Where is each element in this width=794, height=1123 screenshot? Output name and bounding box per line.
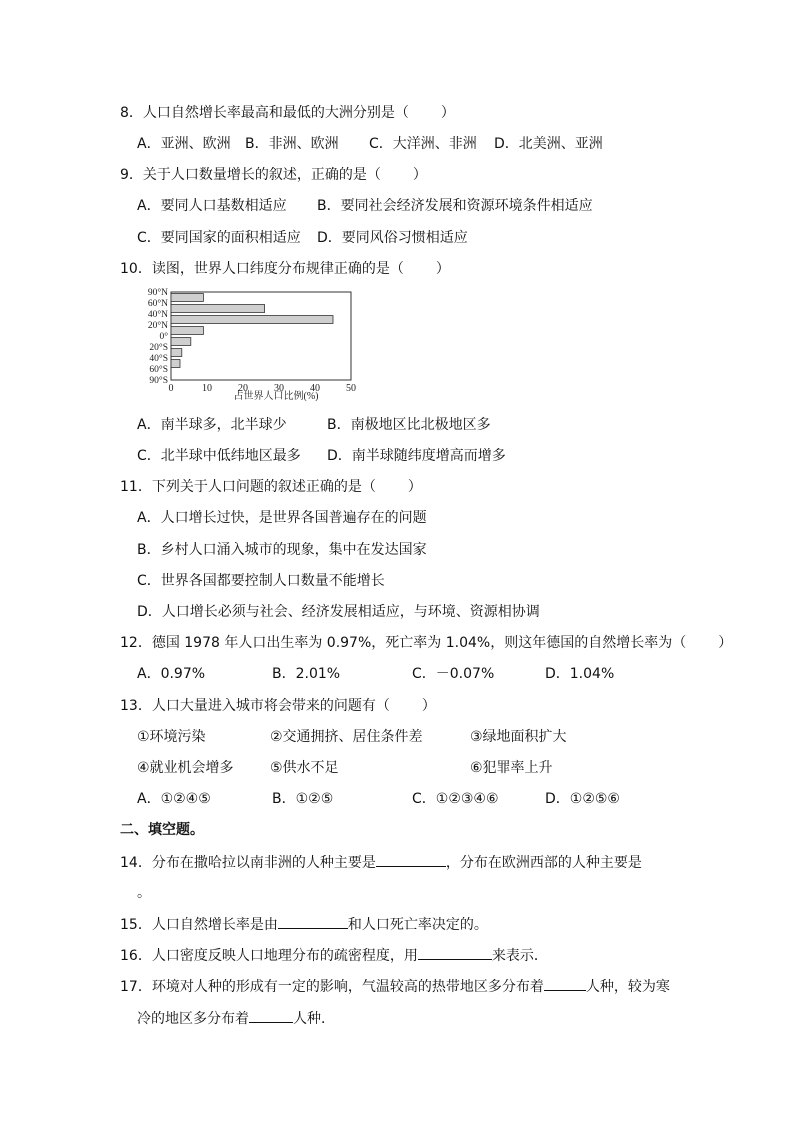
question-8-options [137, 134, 603, 154]
bar [171, 349, 182, 357]
option-d: D．北美洲、亚洲 [494, 136, 603, 152]
question-11-option-c: C．世界各国都要控制人口数量不能增长 [137, 573, 385, 589]
answer-blank[interactable] [278, 914, 348, 929]
answer-blank[interactable] [418, 945, 492, 960]
option-c: C．－0.07% [412, 666, 495, 682]
question-17-cont: 冷的地区多分布着 人种． [137, 1008, 335, 1029]
question-12-stem: 12．德国 1978 年人口出生率为 0.97%，死亡率为 1.04%，则这年德国的自然增长率为（ [120, 635, 687, 651]
option-b: B．要同社会经济发展和资源环境条件相适应 [317, 198, 593, 214]
option-c: C．北半球中低纬地区最多 [137, 448, 301, 464]
question-14: 14．分布在撒哈拉以南非洲的人种主要是 ，分布在欧洲西部的人种主要是 [120, 852, 642, 873]
question-13-items-row2 [137, 758, 553, 778]
option-b: B．①②⑤ [272, 791, 334, 807]
question-16: 16．人口密度反映人口地理分布的疏密程度，用 来表示． [120, 945, 548, 966]
item-4: ④就业机会增多 [137, 760, 234, 776]
lat-label: 90°N [147, 288, 168, 298]
lat-label: 40°N [147, 310, 168, 320]
option-b: B．非洲、欧洲 [245, 136, 339, 152]
option-c: C．大洋洲、非洲 [369, 136, 477, 152]
question-9-options-row1 [137, 196, 593, 216]
section-title: 二、填空题。 [120, 822, 204, 838]
option-d: D．①②⑤⑥ [545, 791, 620, 807]
option-a: A．0.97% [137, 666, 206, 682]
question-10-stem: 10．读图，世界人口纬度分布规律正确的是（ [120, 261, 404, 277]
question-9-options-row2 [137, 228, 468, 248]
question-8-stem: 8．人口自然增长率最高和最低的大洲分别是（ [120, 105, 409, 121]
option-a: A．要同人口基数相适应 [137, 198, 287, 214]
bar [171, 360, 180, 368]
bar [171, 316, 333, 324]
x-tick-label: 50 [346, 383, 356, 394]
lat-label: 20°N [147, 321, 168, 331]
bar [171, 305, 265, 313]
question-9: 9．关于人口数量增长的叙述，正确的是（ ） [120, 167, 427, 183]
question-11-option-d: D．人口增长必须与社会、经济发展相适应，与环境、资源相协调 [137, 604, 540, 620]
item-1: ①环境污染 [137, 729, 206, 745]
option-c: C．要同国家的面积相适应 [137, 230, 301, 246]
question-14-end: 。 [137, 885, 151, 901]
question-11-stem: 11．下列关于人口问题的叙述正确的是（ [120, 479, 376, 495]
bar [171, 294, 203, 302]
question-11-option-a: A．人口增长过快，是世界各国普遍存在的问题 [137, 510, 427, 526]
option-b: B．2.01% [272, 666, 341, 682]
question-8: 8．人口自然增长率最高和最低的大洲分别是（ ） [120, 105, 455, 121]
lat-label: 60°S [149, 365, 168, 375]
latitude-population-chart [138, 283, 378, 403]
question-17: 17．环境对人种的形成有一定的影响，气温较高的热带地区多分布着 人种，较为寒 [120, 976, 670, 997]
option-a: A．①②④⑤ [137, 791, 211, 807]
x-axis-label: 占世界人口比例(%) [233, 391, 319, 402]
item-2: ②交通拥挤、居住条件差 [270, 729, 423, 745]
question-10: 10．读图，世界人口纬度分布规律正确的是（ ） [120, 261, 450, 277]
x-tick-label: 40 [310, 383, 320, 394]
item-5: ⑤供水不足 [270, 760, 339, 776]
answer-blank[interactable] [544, 976, 586, 991]
option-a: A．南半球多，北半球少 [137, 417, 287, 433]
bar [171, 338, 191, 346]
option-d: D．南半球随纬度增高而增多 [327, 448, 506, 464]
bar [171, 327, 203, 335]
option-b: B．南极地区比北极地区多 [327, 417, 491, 433]
option-d: D．要同风俗习惯相适应 [317, 230, 468, 246]
question-13: 13．人口大量进入城市将会带来的问题有（ ） [120, 698, 436, 714]
answer-blank[interactable] [249, 1008, 293, 1023]
question-12-options [137, 664, 615, 684]
lat-label: 40°S [149, 354, 168, 364]
option-d: D．1.04% [545, 666, 615, 682]
x-tick-label: 10 [202, 383, 212, 394]
lat-label: 20°S [149, 343, 168, 353]
answer-blank[interactable] [376, 852, 446, 867]
x-tick-label: 30 [274, 383, 284, 394]
question-13-stem: 13．人口大量进入城市将会带来的问题有（ [120, 698, 390, 714]
question-13-options [137, 789, 620, 809]
question-10-options-row1 [137, 415, 491, 435]
question-10-options-row2 [137, 446, 506, 466]
lat-label: 60°N [147, 299, 168, 309]
question-9-stem: 9．关于人口数量增长的叙述，正确的是（ [120, 167, 381, 183]
question-12: 12．德国 1978 年人口出生率为 0.97%，死亡率为 1.04%，则这年德国的自然增长率为（ ） [120, 635, 733, 651]
question-11-option-b: B．乡村人口涌入城市的现象，集中在发达国家 [137, 542, 427, 558]
lat-label: 90°S [149, 376, 168, 386]
item-3: ③绿地面积扩大 [470, 729, 567, 745]
x-tick-label: 0 [168, 383, 174, 394]
question-11: 11．下列关于人口问题的叙述正确的是（ ） [120, 479, 422, 495]
lat-label: 0° [159, 332, 168, 342]
option-c: C．①②③④⑥ [412, 791, 499, 807]
item-6: ⑥犯罪率上升 [470, 760, 553, 776]
question-15: 15．人口自然增长率是由 和人口死亡率决定的。 [120, 914, 488, 935]
x-tick-label: 20 [238, 383, 248, 394]
question-13-items-row1 [137, 727, 567, 747]
option-a: A．亚洲、欧洲 [137, 136, 231, 152]
